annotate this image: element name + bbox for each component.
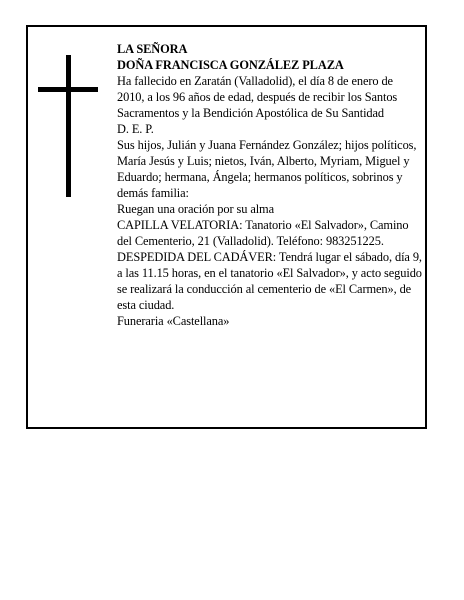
notice-title: LA SEÑORA [117,42,188,56]
family-members: Sus hijos, Julián y Juana Fernández González; hijos políticos, María Jesús y Luis; nietos, Iván, Alberto, Myriam, Miguel y Eduardo; hermana, Ángela; hermanos políticos, sobrinos y demás familia: [117,138,417,200]
prayer-request: Ruegan una oración por su alma [117,202,274,216]
cross-vertical-bar [66,55,71,197]
rip-line: D. E. P. [117,122,154,136]
death-info: Ha fallecido en Zaratán (Valladolid), el día 8 de enero de 2010, a los 96 años de edad, después de recibir los Santos Sacramentos y la Bendición Apostólica de Su Santidad [117,74,398,120]
farewell-info: DESPEDIDA DEL CADÁVER: Tendrá lugar el sábado, día 9, a las 11.15 horas, en el tanatorio «El Salvador», y acto seguido se realizará la conducción al cementerio de «El Carmen», de esta ciudad. [117,250,422,312]
cross-horizontal-bar [38,87,98,92]
funeral-home: Funeraria «Castellana» [117,314,230,328]
deceased-name: DOÑA FRANCISCA GONZÁLEZ PLAZA [117,58,344,72]
obituary-notice [26,25,427,429]
chapel-info: CAPILLA VELATORIA: Tanatorio «El Salvador», Camino del Cementerio, 21 (Valladolid). Teléfono: 983251225. [117,218,409,248]
cross-icon [38,55,98,197]
notice-body [117,41,422,329]
